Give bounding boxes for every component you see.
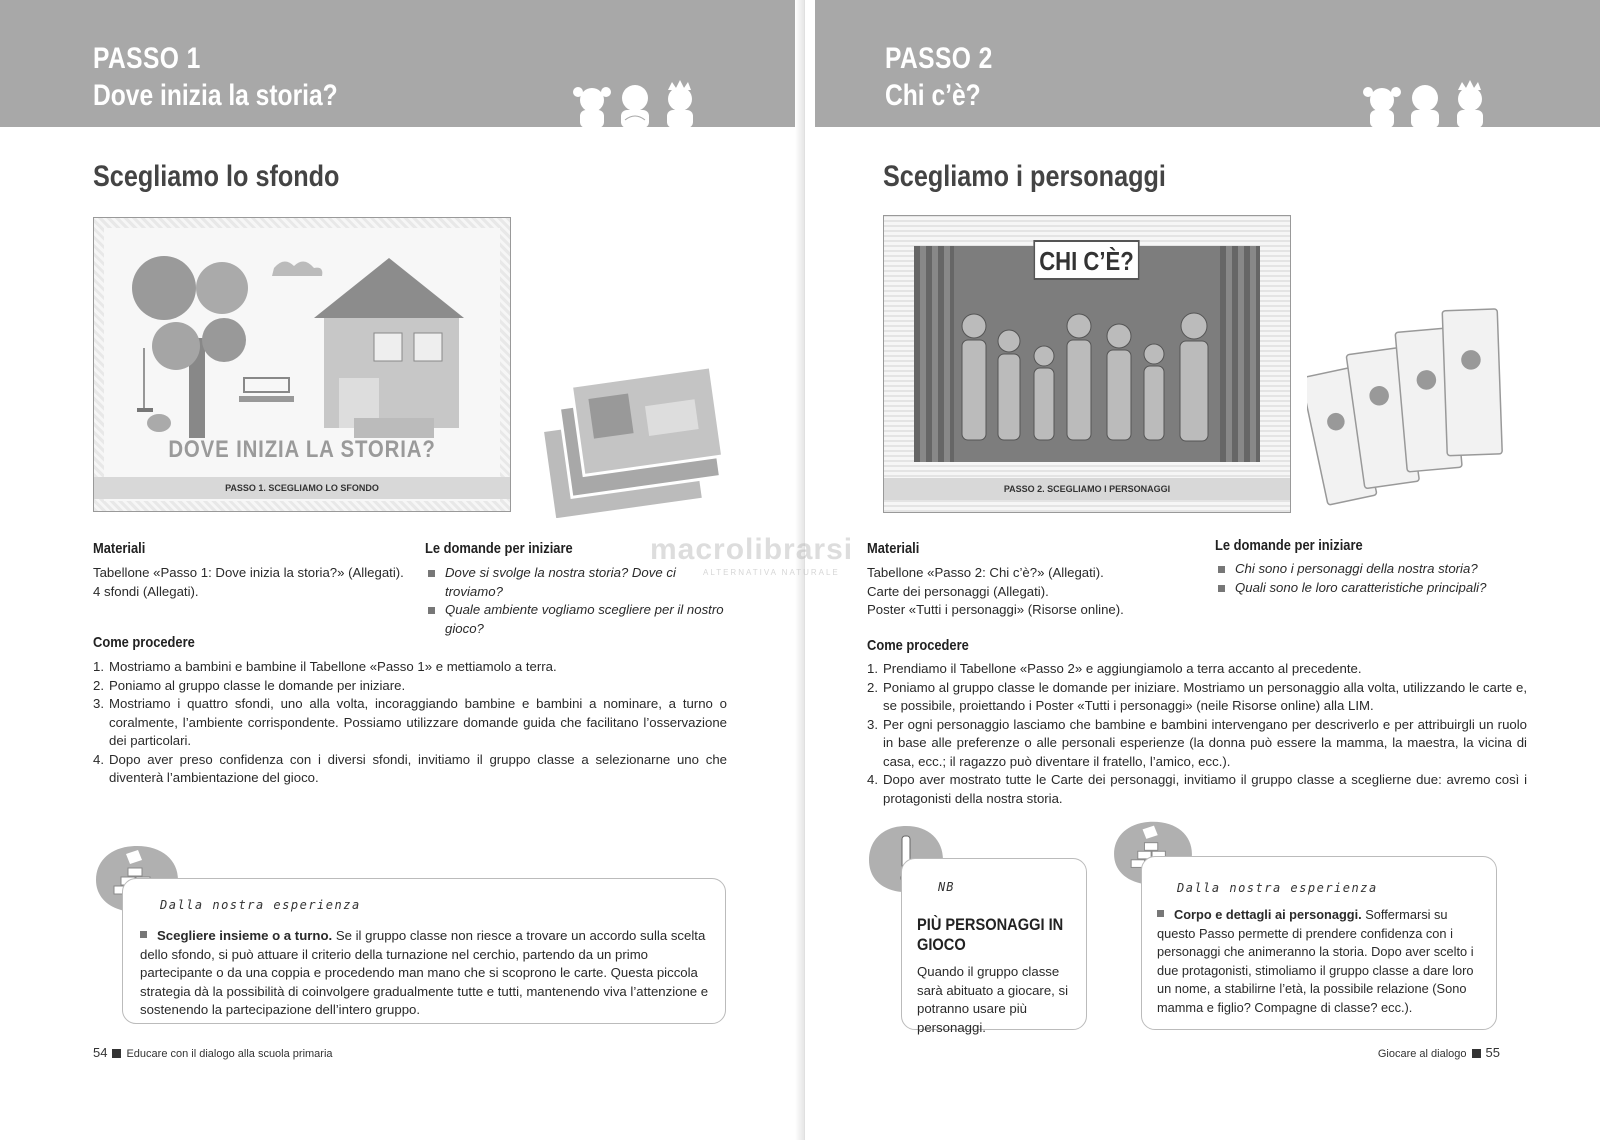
experience-label: Dalla nostra esperienza xyxy=(160,898,361,912)
materials-line: Tabellone «Passo 1: Dove inizia la storia?» (Allegati). xyxy=(93,565,404,580)
procedure-step: 2. Poniamo al gruppo classe le domande per iniziare. xyxy=(93,677,406,693)
step-number: PASSO 2 xyxy=(885,42,993,75)
questions-list xyxy=(1215,560,1535,597)
bullet-square-icon xyxy=(140,931,147,938)
procedure-step: 1. Prendiamo il Tabellone «Passo 2» e aggiungiamolo a terra accanto al precedente. xyxy=(867,661,1362,676)
poster-caption: PASSO 2. SCEGLIAMO I PERSONAGGI xyxy=(884,478,1290,500)
right-page xyxy=(805,0,1600,1140)
page-number: 54 xyxy=(93,1045,108,1060)
watermark: macrolibrarsi xyxy=(650,533,854,566)
step-subtitle: Dove inizia la storia? xyxy=(93,79,338,112)
procedure-heading: Come procedere xyxy=(93,634,195,651)
procedure-step: 4. Dopo aver mostrato tutte le Carte dei personaggi, invitiamo il gruppo classe a sceglierne due: avremo così i protagonisti della nostra storia. xyxy=(867,772,1527,806)
book-title: Educare con il dialogo alla scuola primaria xyxy=(126,1048,333,1060)
nb-title: PIÙ PERSONAGGI IN GIOCO xyxy=(917,915,1064,954)
footer-square-icon xyxy=(112,1049,121,1058)
procedure-step: 4. Dopo aver preso confidenza con i diversi sfondi, invitiamo il gruppo classe a selezionarne uno che diventerà l’ambientazione del gioco. xyxy=(93,751,727,785)
procedure-step: 1. Mostriamo a bambini e bambine il Tabellone «Passo 1» e mettiamolo a terra. xyxy=(93,659,557,674)
house-and-tree-icon xyxy=(104,228,502,468)
section-title: Scegliamo i personaggi xyxy=(883,160,1166,193)
background-cards-icon xyxy=(540,368,730,518)
characters-group-icon xyxy=(954,296,1222,456)
nb-label: NB xyxy=(938,880,955,894)
poster-caption: PASSO 1. SCEGLIAMO LO SFONDO xyxy=(94,477,510,499)
materials-line: Tabellone «Passo 2: Chi c’è?» (Allegati). xyxy=(867,565,1104,580)
questions-heading: Le domande per iniziare xyxy=(1215,537,1363,554)
materials-heading: Materiali xyxy=(867,540,920,557)
question-item: Quale ambiente vogliamo scegliere per il nostro gioco? xyxy=(425,601,735,638)
experience-text: Corpo e dettagli ai personaggi. Soffermarsi su questo Passo permette di prendere confidenza con i personaggi che animeranno la storia. Dopo aver scelto i due protagonisti, stimoliamo il gruppo classe a dare loro un nome, a stabilirne l’età, la possibile relazione (Sono mamma e figlio? Compagne di classe? ecc.). xyxy=(1157,907,1474,1015)
procedure-step: 3. Mostriamo i quattro sfondi, uno alla volta, incoraggiando bambine e bambini a nominare, a turno o coralmente, l’ambiente corrispondente. Possiamo utilizzare domande guida che facilitano l’osservazione dei particolari. xyxy=(93,696,727,748)
poster-headline: CHI C’È? xyxy=(1033,240,1139,280)
poster-illustration xyxy=(883,215,1291,513)
procedure-step: 3. Per ogni personaggio lasciamo che bambine e bambini intervengano per descriverlo e per attribuirgli un ruolo in base alle preferenze o alle personali esperienze (la donna può essere la mamma, la maestra, la vicina di casa, ecc.; il ragazzo può diventare il fratello, l’amico, ecc.). xyxy=(867,716,1527,769)
materials-line: 4 sfondi (Allegati). xyxy=(93,583,199,599)
step-number: PASSO 1 xyxy=(93,42,201,75)
procedure-step: 2. Poniamo al gruppo classe le domande per iniziare. Mostriamo un personaggio alla volta, utilizzando le carte e, se possibile, proiettando i Poster «Tutti i personaggi» (neile Risorse online) alla LIM. xyxy=(867,679,1527,713)
materials-line: Carte dei personaggi (Allegati). xyxy=(867,583,1049,599)
book-section-title: Giocare al dialogo xyxy=(1377,1048,1467,1060)
questions-heading: Le domande per iniziare xyxy=(425,540,573,557)
materials-heading: Materiali xyxy=(93,540,146,557)
header-band xyxy=(0,0,795,127)
kids-silhouette-icon xyxy=(1360,78,1500,128)
procedure-steps xyxy=(93,658,727,788)
question-item: Chi sono i personaggi della nostra storia? xyxy=(1215,560,1535,579)
footer xyxy=(93,1045,333,1060)
materials-line: Poster «Tutti i personaggi» (Risorse online). xyxy=(867,602,1124,617)
procedure-heading: Come procedere xyxy=(867,637,969,654)
kids-silhouette-icon xyxy=(570,78,710,128)
poster-illustration xyxy=(93,217,511,512)
character-cards-icon xyxy=(1307,300,1507,515)
watermark-subtitle: ALTERNATIVA NATURALE xyxy=(703,568,840,577)
footer-square-icon xyxy=(1472,1049,1481,1058)
header-band xyxy=(815,0,1600,127)
section-title: Scegliamo lo sfondo xyxy=(93,160,340,193)
step-subtitle: Chi c’è? xyxy=(885,79,981,112)
bullet-square-icon xyxy=(1157,910,1164,917)
procedure-steps xyxy=(867,660,1527,808)
experience-label: Dalla nostra esperienza xyxy=(1177,881,1378,895)
nb-text: Quando il gruppo classe sarà abituato a giocare, si potranno usare più personaggi. xyxy=(917,964,1069,1035)
materials-list xyxy=(867,564,1197,620)
question-item: Dove si svolge la nostra storia? Dove ci troviamo? xyxy=(425,564,735,601)
poster-headline: DOVE INIZIA LA STORIA? xyxy=(168,436,436,463)
experience-text: Scegliere insieme o a turno. Se il gruppo classe non riesce a trovare un accordo sulla scelta dello sfondo, si può attuare il criterio della turnazione nel cerchio, partendo da un primo partecipante o da una coppia e procedendo man mano che si scoprono le carte. Questa piccola strategia dà la possibilità di coinvolgere gradualmente tutte e tutti, mantenendo viva l’attenzione e sostenendo la partecipazione dell’intero gruppo. xyxy=(140,928,709,1017)
question-item: Quali sono le loro caratteristiche principali? xyxy=(1215,579,1535,598)
questions-list xyxy=(425,564,735,638)
page-number: 55 xyxy=(1485,1045,1500,1060)
materials-list xyxy=(93,564,413,601)
footer xyxy=(1378,1045,1500,1060)
